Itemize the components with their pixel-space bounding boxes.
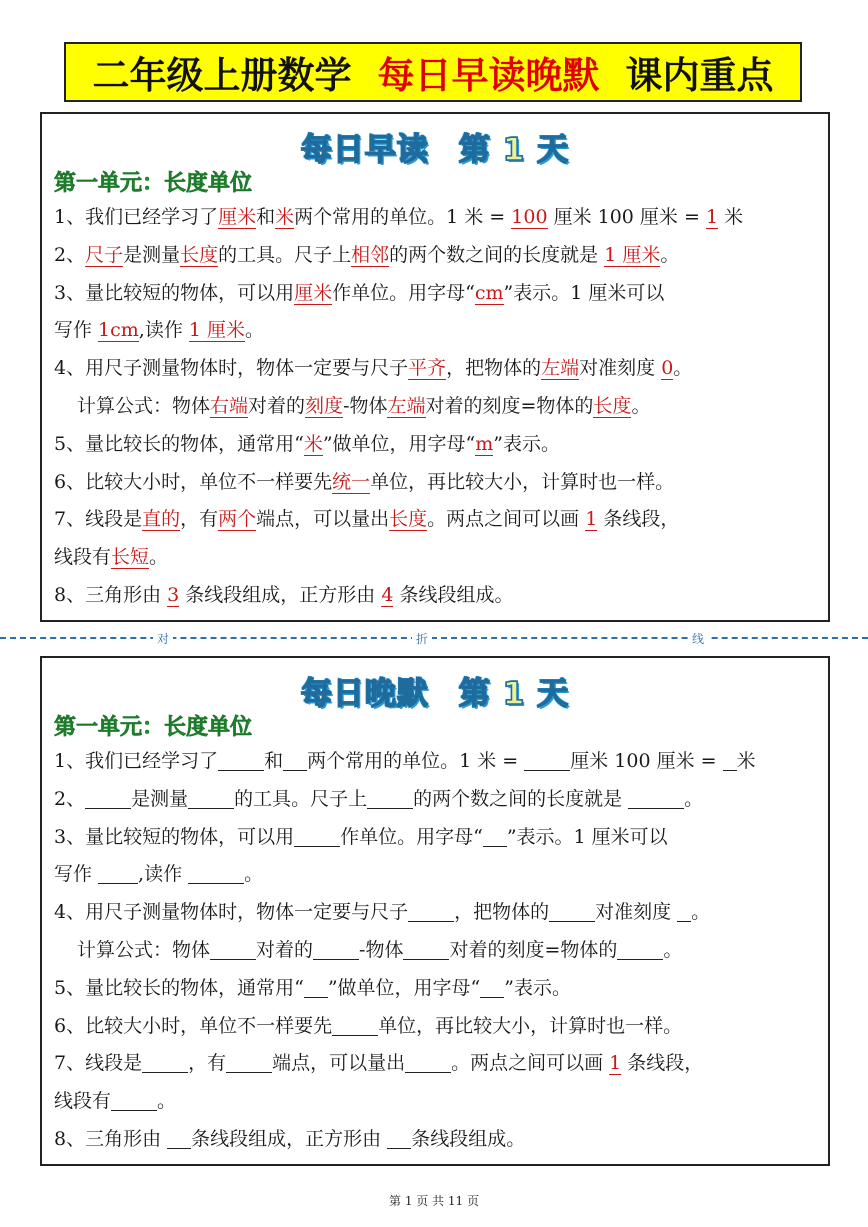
answer-text: 米 bbox=[303, 432, 323, 455]
title-grade: 二年级上册数学 bbox=[92, 53, 352, 97]
answer-text: 直的 bbox=[142, 508, 181, 531]
line-text: 的工具。尺子上 bbox=[218, 243, 352, 266]
line-text: 3、量比较短的物体，可以用 bbox=[54, 825, 295, 848]
line-text: 条线段， bbox=[597, 508, 680, 531]
line-text: 1、我们已经学习了 bbox=[54, 750, 219, 772]
line-text: 3、量比较短的物体，可以用 bbox=[54, 281, 295, 304]
line-text: 5、量比较长的物体，通常用“ bbox=[54, 432, 304, 455]
answer-text: 左端 bbox=[387, 394, 426, 417]
line-text: 端点，可以量出 bbox=[272, 1052, 406, 1075]
line-text: ”表示。1 厘米可以 bbox=[503, 281, 665, 304]
text-line bbox=[54, 388, 824, 426]
fill-blank bbox=[294, 827, 340, 847]
page-number: 第 1 页 共 11 页 bbox=[389, 1194, 479, 1208]
line-text: 。 bbox=[673, 357, 693, 380]
fill-blank bbox=[218, 751, 264, 771]
heading-label: 每日早读 bbox=[300, 132, 429, 168]
line-text: ,读作 bbox=[138, 863, 189, 886]
answer-text: 0 bbox=[661, 357, 674, 380]
fill-blank bbox=[98, 864, 138, 884]
answer-text: 4 bbox=[381, 583, 394, 606]
text-line bbox=[54, 970, 824, 1008]
answer-text: 统一 bbox=[332, 470, 371, 493]
answer-text: 相邻 bbox=[351, 243, 390, 266]
fill-blank bbox=[283, 751, 307, 771]
answer-text: 1 bbox=[705, 206, 719, 228]
line-text: 8、三角形由 bbox=[54, 1127, 168, 1150]
line-text: 。 bbox=[660, 243, 680, 266]
answer-text: 刻度 bbox=[305, 394, 344, 417]
text-line bbox=[54, 894, 824, 932]
line-text: 两个常用的单位。1 米 = bbox=[307, 750, 525, 772]
text-line bbox=[54, 426, 824, 464]
text-line bbox=[54, 781, 824, 819]
line-text: 7、线段是 bbox=[54, 1052, 143, 1075]
text-line bbox=[54, 1121, 824, 1159]
answer-text: 1 厘米 bbox=[188, 319, 246, 342]
line-text: 5、量比较长的物体，通常用“ bbox=[54, 976, 304, 999]
fill-blank bbox=[403, 940, 449, 960]
evening-recite-heading bbox=[42, 668, 828, 713]
line-text: 6、比较大小时，单位不一样要先 bbox=[54, 470, 333, 493]
line-text: 7、线段是 bbox=[54, 508, 143, 531]
fold-char: 对 bbox=[153, 630, 173, 647]
line-text: 8、三角形由 bbox=[54, 583, 168, 606]
line-text: 写作 bbox=[54, 319, 99, 342]
fill-blank bbox=[483, 827, 507, 847]
answer-text: 3 bbox=[167, 583, 180, 606]
line-text: 的两个数之间的长度就是 bbox=[413, 787, 629, 810]
text-line bbox=[54, 312, 824, 350]
title-keypoints: 课内重点 bbox=[625, 53, 774, 97]
morning-reading-panel bbox=[40, 112, 830, 622]
line-text: 线段有 bbox=[54, 546, 112, 569]
line-text: 。 bbox=[245, 319, 265, 342]
answer-text: 长度 bbox=[593, 394, 632, 417]
line-text: 条线段组成，正方形由 bbox=[179, 583, 382, 606]
line-text: 米 bbox=[718, 206, 744, 228]
fill-blank bbox=[167, 1129, 191, 1149]
fill-blank bbox=[405, 1053, 451, 1073]
line-text: 条线段组成，正方形由 bbox=[191, 1127, 388, 1150]
line-text: ”表示。1 厘米可以 bbox=[506, 825, 668, 848]
line-text: 和 bbox=[264, 750, 284, 772]
text-line bbox=[54, 1083, 824, 1121]
line-text: 计算公式：物体 bbox=[77, 938, 211, 961]
line-text: 对着的刻度=物体的 bbox=[449, 938, 618, 961]
answer-text: cm bbox=[474, 281, 504, 304]
heading-label: 每日晚默 bbox=[300, 676, 429, 712]
line-text: 作单位。用字母“ bbox=[332, 281, 475, 304]
fold-char: 折 bbox=[412, 630, 432, 647]
answer-text: 尺子 bbox=[85, 243, 124, 266]
line-text: 对着的 bbox=[248, 394, 306, 417]
line-text: 对着的刻度=物体的 bbox=[425, 394, 594, 417]
fold-line bbox=[0, 630, 868, 646]
line-text: 对着的 bbox=[256, 938, 314, 961]
fill-blank bbox=[480, 978, 504, 998]
line-text: 是测量 bbox=[123, 243, 181, 266]
line-text: 条线段组成。 bbox=[393, 583, 514, 606]
text-line bbox=[54, 539, 824, 577]
text-line bbox=[54, 275, 824, 313]
heading-day: 第 1 天 bbox=[458, 676, 570, 712]
morning-reading-heading bbox=[42, 124, 828, 169]
text-line bbox=[54, 501, 824, 539]
line-text: 是测量 bbox=[131, 787, 189, 810]
line-text: 。 bbox=[691, 901, 711, 924]
line-text: 两个常用的单位。1 米 = bbox=[294, 206, 512, 228]
text-line bbox=[54, 819, 824, 857]
line-text: 。 bbox=[631, 394, 651, 417]
answer-text: 长短 bbox=[111, 546, 150, 569]
reading-lines bbox=[54, 199, 824, 615]
fill-blank bbox=[111, 1091, 157, 1111]
answer-text: 长度 bbox=[180, 243, 219, 266]
line-text: -物体 bbox=[359, 938, 404, 961]
fill-blank bbox=[226, 1053, 272, 1073]
fill-blank bbox=[677, 902, 691, 922]
line-text: 4、用尺子测量物体时，物体一定要与尺子 bbox=[54, 357, 409, 380]
text-line bbox=[54, 743, 824, 781]
line-text: 。 bbox=[663, 938, 683, 961]
answer-text: 两个 bbox=[218, 508, 257, 531]
line-text: 。 bbox=[157, 1090, 177, 1113]
line-text: ，有 bbox=[180, 508, 219, 531]
line-text: 条线段， bbox=[621, 1052, 704, 1075]
answer-text: 1 厘米 bbox=[604, 243, 661, 266]
line-text: 。两点之间可以画 bbox=[427, 508, 586, 531]
fill-blank bbox=[408, 902, 454, 922]
line-text: 单位，再比较大小，计算时也一样。 bbox=[378, 1014, 683, 1037]
line-text: ”做单位，用字母“ bbox=[322, 432, 476, 455]
answer-text: 厘米 bbox=[218, 206, 257, 228]
line-text: 。两点之间可以画 bbox=[451, 1052, 610, 1075]
line-text: ,读作 bbox=[138, 319, 189, 342]
fold-char: 线 bbox=[688, 630, 708, 647]
line-text: 2、 bbox=[54, 787, 86, 810]
line-text: 作单位。用字母“ bbox=[340, 825, 483, 848]
line-text: ，把物体的 bbox=[446, 357, 542, 380]
answer-text: 左端 bbox=[541, 357, 580, 380]
line-text: 计算公式：物体 bbox=[77, 394, 211, 417]
text-line bbox=[54, 856, 824, 894]
line-text: 的工具。尺子上 bbox=[234, 787, 368, 810]
line-text: 和 bbox=[256, 206, 276, 228]
line-text: 。 bbox=[244, 863, 264, 886]
line-text: 。 bbox=[149, 546, 169, 569]
line-text: 写作 bbox=[54, 863, 99, 886]
fill-blank bbox=[628, 789, 684, 809]
line-text: 2、 bbox=[54, 243, 86, 266]
line-text: 端点，可以量出 bbox=[256, 508, 390, 531]
fold-dashed-line bbox=[0, 637, 868, 639]
line-text: 条线段组成。 bbox=[411, 1127, 526, 1150]
fill-blank bbox=[332, 1016, 378, 1036]
line-text: 线段有 bbox=[54, 1090, 112, 1113]
answer-text: 右端 bbox=[210, 394, 249, 417]
fill-blank bbox=[188, 864, 244, 884]
line-text: 6、比较大小时，单位不一样要先 bbox=[54, 1014, 333, 1037]
fill-blank bbox=[313, 940, 359, 960]
fill-blank bbox=[210, 940, 256, 960]
text-line bbox=[54, 932, 824, 970]
answer-text: 长度 bbox=[389, 508, 428, 531]
text-line bbox=[54, 464, 824, 502]
line-text: 厘米 100 厘米 = bbox=[570, 750, 723, 772]
text-line bbox=[54, 1045, 824, 1083]
answer-text: 1cm bbox=[98, 319, 139, 342]
line-text: 对准刻度 bbox=[595, 901, 678, 924]
line-text: -物体 bbox=[343, 394, 388, 417]
evening-recite-panel bbox=[40, 656, 830, 1166]
heading-day: 第 1 天 bbox=[458, 132, 570, 168]
line-text: ”表示。 bbox=[493, 432, 561, 455]
answer-text: 100 bbox=[511, 206, 548, 228]
answer-text: 1 bbox=[609, 1052, 622, 1075]
title-daily: 每日早读晚默 bbox=[377, 53, 600, 97]
text-line bbox=[54, 1008, 824, 1046]
line-text: 4、用尺子测量物体时，物体一定要与尺子 bbox=[54, 901, 409, 924]
line-text: 对准刻度 bbox=[579, 357, 662, 380]
line-text: ，有 bbox=[188, 1052, 227, 1075]
text-line bbox=[54, 199, 824, 237]
fill-blank bbox=[85, 789, 131, 809]
line-text: 的两个数之间的长度就是 bbox=[389, 243, 605, 266]
answer-text: m bbox=[475, 432, 494, 455]
answer-text: 1 bbox=[585, 508, 598, 531]
fill-blank bbox=[188, 789, 234, 809]
line-text: 厘米 100 厘米 = bbox=[547, 206, 706, 228]
answer-text: 厘米 bbox=[294, 281, 333, 304]
unit-title: 第一单元：长度单位 bbox=[54, 715, 253, 740]
fill-blank bbox=[524, 751, 570, 771]
fill-blank bbox=[387, 1129, 411, 1149]
text-line bbox=[54, 237, 824, 275]
answer-text: 米 bbox=[275, 206, 295, 228]
line-text: ，把物体的 bbox=[454, 901, 550, 924]
line-text: 。 bbox=[684, 787, 704, 810]
fill-blank bbox=[304, 978, 328, 998]
page-title bbox=[64, 42, 802, 102]
line-text: ”表示。 bbox=[504, 976, 571, 999]
fill-blank bbox=[549, 902, 595, 922]
unit-title: 第一单元：长度单位 bbox=[54, 171, 253, 196]
answer-text: 平齐 bbox=[408, 357, 447, 380]
line-text: 单位，再比较大小，计算时也一样。 bbox=[370, 470, 675, 493]
text-line bbox=[54, 577, 824, 615]
text-line bbox=[54, 350, 824, 388]
line-text: 米 bbox=[736, 750, 756, 772]
recite-lines bbox=[54, 743, 824, 1159]
line-text: 1、我们已经学习了 bbox=[54, 206, 219, 228]
fill-blank bbox=[142, 1053, 188, 1073]
line-text: ”做单位，用字母“ bbox=[327, 976, 481, 999]
fill-blank bbox=[723, 751, 737, 771]
fill-blank bbox=[617, 940, 663, 960]
fill-blank bbox=[367, 789, 413, 809]
